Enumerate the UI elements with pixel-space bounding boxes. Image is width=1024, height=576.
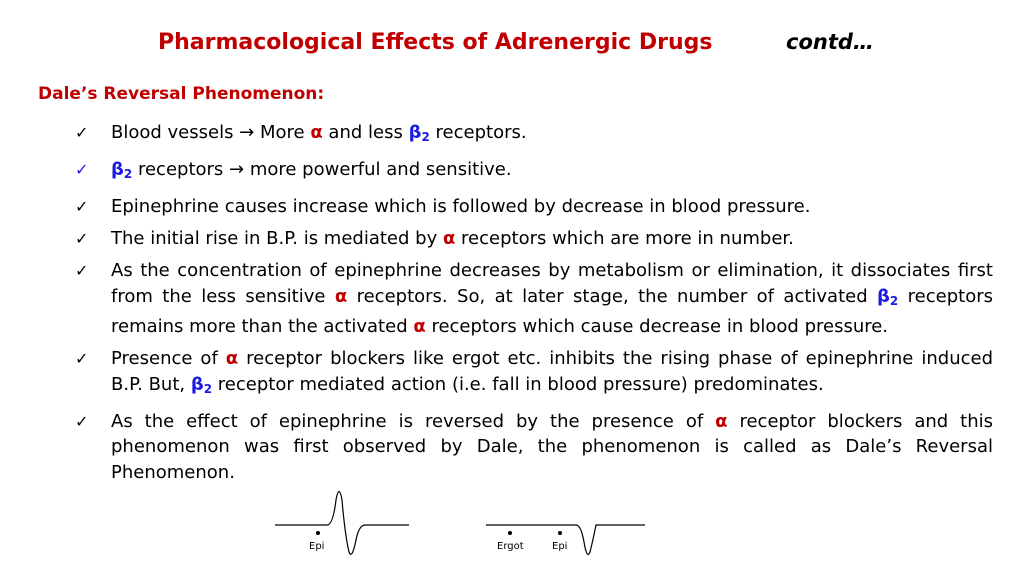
- alpha-symbol: α: [334, 285, 348, 307]
- list-item: [75, 194, 993, 220]
- ergot-injection-marker: [508, 531, 512, 535]
- checkmark-icon: ✓: [75, 261, 89, 280]
- alpha-symbol: α: [413, 316, 426, 337]
- epi-injection-marker: [316, 531, 320, 535]
- alpha-symbol: α: [225, 348, 239, 369]
- beta2-symbol: $\beta_2$: [111, 159, 133, 181]
- ergot-label: Ergot: [497, 541, 524, 552]
- epi-trace-line: [275, 492, 409, 555]
- bp-trace-diagram: [0, 480, 1024, 576]
- bullet-list: [75, 120, 993, 492]
- bullet-text: receptors remains more than the activated: [111, 285, 993, 337]
- contd-label: contd…: [786, 30, 874, 54]
- section-heading: Dale’s Reversal Phenomenon:: [38, 84, 325, 104]
- list-item: [75, 409, 993, 486]
- list-item: [75, 258, 993, 340]
- bullet-text: and less: [322, 122, 409, 143]
- bullet-text: Epinephrine causes increase which is followed by decrease in blood pressure.: [111, 196, 811, 217]
- bullet-text: receptors which are more in number.: [455, 228, 794, 249]
- bullet-text: receptor blockers and this phenomenon was first observed by Dale, the phenomenon is called as Dale’s Reversal Phenomenon.: [111, 410, 993, 483]
- checkmark-icon: ✓: [75, 123, 89, 142]
- bullet-text: receptors.: [429, 122, 527, 143]
- alpha-symbol: α: [442, 228, 456, 249]
- beta2-symbol: $\beta_2$: [190, 373, 213, 396]
- bullet-text: Presence of: [111, 348, 226, 369]
- checkmark-icon: ✓: [75, 160, 89, 179]
- bullet-text: The initial rise in B.P. is mediated by: [111, 228, 443, 249]
- checkmark-icon: ✓: [75, 229, 89, 248]
- list-item: [75, 346, 993, 402]
- bullet-text: Blood vessels → More: [111, 122, 311, 143]
- bullet-text: As the effect of epinephrine is reversed by the presence of: [111, 410, 716, 432]
- bullet-text: receptor blockers like ergot etc. inhibits the rising phase of epinephrine induced B.P. But,: [111, 348, 993, 395]
- list-item: [75, 226, 993, 252]
- page-title: Pharmacological Effects of Adrenergic Drugs: [158, 30, 713, 55]
- epi-injection-marker: [558, 531, 562, 535]
- checkmark-icon: ✓: [75, 349, 89, 368]
- bullet-text: receptors → more powerful and sensitive.: [132, 159, 512, 180]
- epi-label: Epi: [309, 541, 325, 552]
- beta2-symbol: $\beta_2$: [408, 122, 430, 144]
- epi-label: Epi: [552, 541, 568, 552]
- bullet-text: receptors. So, at later stage, the number of activated: [347, 285, 878, 307]
- bullet-text: receptors which cause decrease in blood pressure.: [425, 316, 889, 337]
- checkmark-icon: ✓: [75, 411, 89, 431]
- bullet-text: As the concentration of epinephrine decreases by metabolism or elimination, it dissociates first from the less sensitive: [111, 260, 993, 307]
- alpha-symbol: α: [715, 410, 728, 432]
- beta2-symbol: $\beta_2$: [877, 285, 899, 308]
- list-item: [75, 157, 993, 188]
- alpha-symbol: α: [310, 122, 323, 143]
- list-item: [75, 120, 993, 151]
- bullet-text: receptor mediated action (i.e. fall in blood pressure) predominates.: [212, 373, 824, 395]
- checkmark-icon: ✓: [75, 197, 89, 216]
